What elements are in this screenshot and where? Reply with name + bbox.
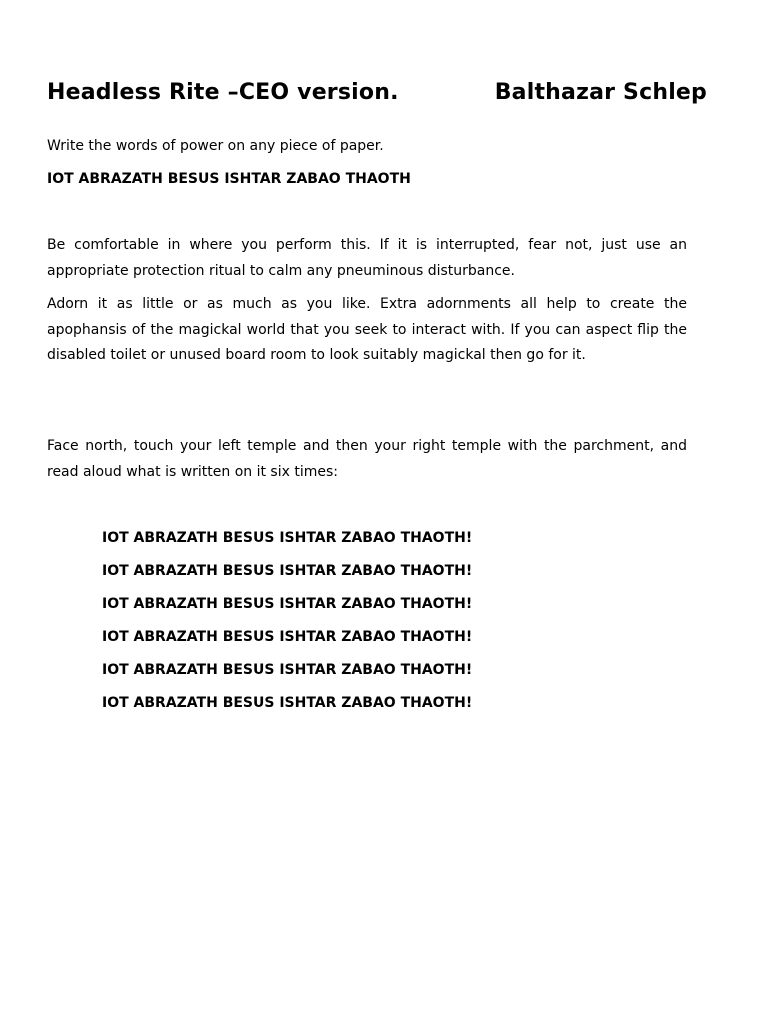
words-of-power: IOT ABRAZATH BESUS ISHTAR ZABAO THAOTH: [47, 171, 411, 187]
chant-line: IOT ABRAZATH BESUS ISHTAR ZABAO THAOTH!: [102, 530, 473, 546]
chant-list: [102, 522, 472, 720]
document-author: Balthazar Schlep: [494, 80, 707, 105]
adorn-paragraph: Adorn it as little or as much as you like. Extra adornments all help to create the apophansis of the magickal world that you seek to interact with. If you can aspect flip the disabled toilet or unused board room to look suitably magickal then go for it.: [47, 296, 687, 363]
comfort-paragraph: Be comfortable in where you perform this. If it is interrupted, fear not, just use an appropriate protection ritual to calm any pneuminous disturbance.: [47, 237, 687, 279]
chant-line: IOT ABRAZATH BESUS ISHTAR ZABAO THAOTH!: [102, 596, 473, 612]
chant-line: IOT ABRAZATH BESUS ISHTAR ZABAO THAOTH!: [102, 563, 473, 579]
chant-line: IOT ABRAZATH BESUS ISHTAR ZABAO THAOTH!: [102, 662, 473, 678]
chant-line: IOT ABRAZATH BESUS ISHTAR ZABAO THAOTH!: [102, 695, 473, 711]
document-title: Headless Rite –CEO version.: [47, 80, 399, 105]
instruction-paragraph: Write the words of power on any piece of paper.: [47, 138, 384, 154]
chant-line: IOT ABRAZATH BESUS ISHTAR ZABAO THAOTH!: [102, 629, 473, 645]
face-north-paragraph: Face north, touch your left temple and then your right temple with the parchment, and read aloud what is written on it six times:: [47, 438, 687, 480]
document-header: [47, 80, 707, 112]
